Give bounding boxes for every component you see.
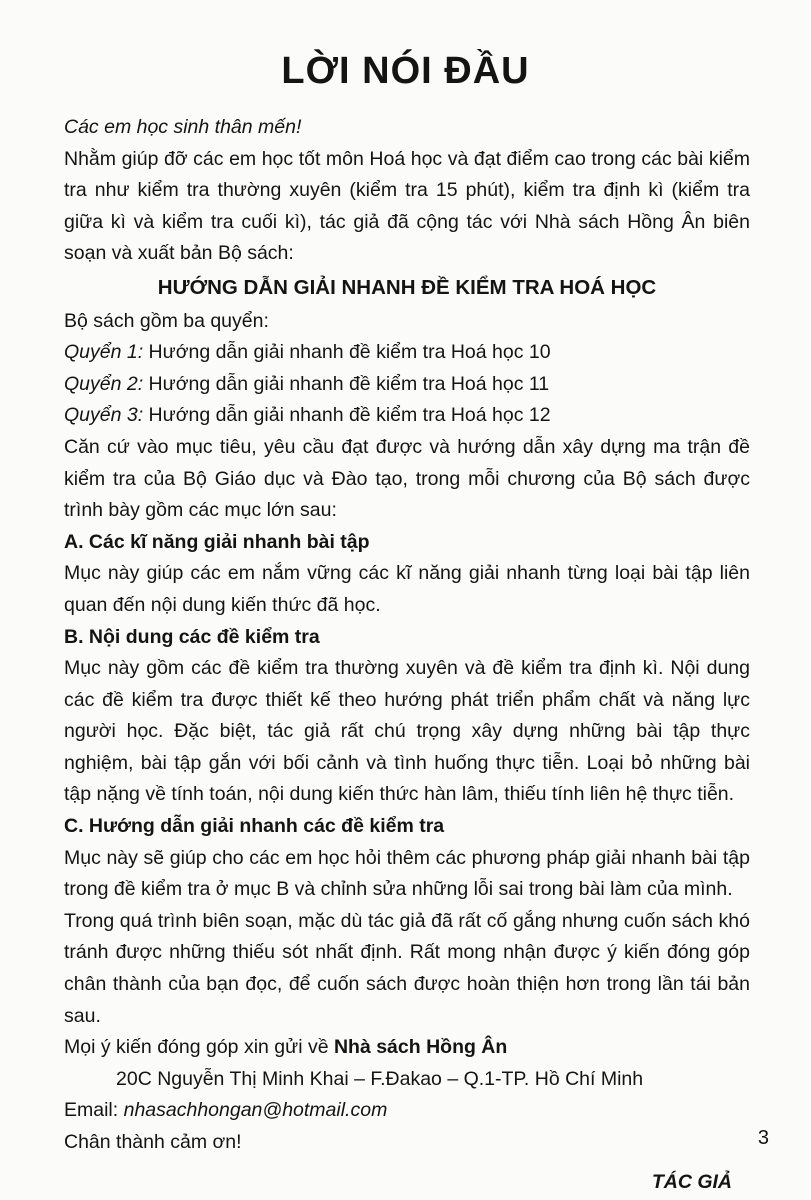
author-signature: TÁC GIẢ — [651, 1170, 732, 1193]
series-intro: Bộ sách gồm ba quyển: — [64, 309, 269, 332]
publisher-address: 20C Nguyễn Thị Minh Khai – F.Đakao – Q.1-TP. Hồ Chí Minh — [116, 1067, 644, 1090]
volume-title: Hướng dẫn giải nhanh đề kiểm tra Hoá học 12 — [143, 404, 551, 427]
series-title: HƯỚNG DẪN GIẢI NHANH ĐỀ KIỂM TRA HOÁ HỌC — [157, 275, 657, 299]
email-line — [64, 1095, 750, 1127]
publisher-name: Nhà sách Hồng Ân — [333, 1036, 508, 1059]
preface-body — [64, 112, 750, 1198]
section-a-body: Mục này giúp các em nắm vững các kĩ năng giải nhanh từng loại bài tập liên quan đến nội dung kiến thức đã học. — [64, 562, 750, 616]
page-number: 3 — [757, 1127, 769, 1149]
list-item — [64, 337, 750, 369]
section-b-body: Mục này gồm các đề kiểm tra thường xuyên và đề kiểm tra định kì. Nội dung các đề kiểm tra được thiết kế theo hướng phát triển phẩm chất và năng lực người học. Đặc biệt, tác giả rất chú trọng xây dựng những bài tập thực nghiệm, bài tập gắn với bối cảnh và tình huống thực tiễn. Loại bỏ những bài tập nặng về tính toán, nội dung kiến thức hàn lâm, thiếu tính liên hệ thực tiễn. — [64, 657, 750, 806]
section-c-heading: C. Hướng dẫn giải nhanh các đề kiểm tra — [64, 815, 445, 838]
section-b-heading: B. Nội dung các đề kiểm tra — [64, 625, 320, 648]
volume-title: Hướng dẫn giải nhanh đề kiểm tra Hoá học 10 — [143, 341, 551, 364]
intro-text: Nhằm giúp đỡ các em học tốt môn Hoá học và đạt điểm cao trong các bài kiểm tra như kiểm tra thường xuyên (kiểm tra 15 phút), kiểm tra định kì (kiểm tra giữa kì và kiểm tra cuối kì), tác giả đã cộng tác với Nhà sách Hồng Ân biên soạn và xuất bản Bộ sách: — [64, 147, 750, 265]
volume-label: Quyển 2: — [64, 372, 144, 395]
volume-label: Quyển 1: — [64, 341, 144, 364]
volume-title: Hướng dẫn giải nhanh đề kiểm tra Hoá học 11 — [143, 372, 550, 395]
section-a-heading: A. Các kĩ năng giải nhanh bài tập — [64, 530, 370, 553]
intro-paragraph — [64, 144, 750, 270]
section-c-body: Mục này sẽ giúp cho các em học hỏi thêm các phương pháp giải nhanh bài tập trong đề kiểm tra ở mục B và chỉnh sửa những lỗi sai trong bài làm của mình. — [64, 846, 750, 901]
thanks-line: Chân thành cảm ơn! — [64, 1131, 242, 1153]
contact-line — [64, 1032, 750, 1064]
email-address: nhasachhongan@hotmail.com — [123, 1099, 388, 1122]
contact-prefix: Mọi ý kiến đóng góp xin gửi về — [64, 1036, 334, 1059]
list-item — [64, 400, 750, 432]
list-item — [64, 369, 750, 401]
closing-paragraph: Trong quá trình biên soạn, mặc dù tác giả đã rất cố gắng nhưng cuốn sách khó tránh được những thiếu sót nhất định. Rất mong nhận được ý kiến đóng góp chân thành của bạn đọc, để cuốn sách được hoàn thiện hơn trong lần tái bản sau. — [64, 909, 750, 1027]
volume-list — [64, 337, 750, 432]
page-title: LỜI NÓI ĐẦU — [281, 50, 530, 92]
basis-paragraph: Căn cứ vào mục tiêu, yêu cầu đạt được và hướng dẫn xây dựng ma trận đề kiểm tra của Bộ Giáo dục và Đào tạo, trong mỗi chương của Bộ sách được trình bày gồm các mục lớn sau: — [64, 435, 750, 522]
salutation: Các em học sinh thân mến! — [64, 116, 302, 138]
email-label: Email: — [64, 1099, 124, 1122]
volume-label: Quyển 3: — [64, 404, 144, 427]
